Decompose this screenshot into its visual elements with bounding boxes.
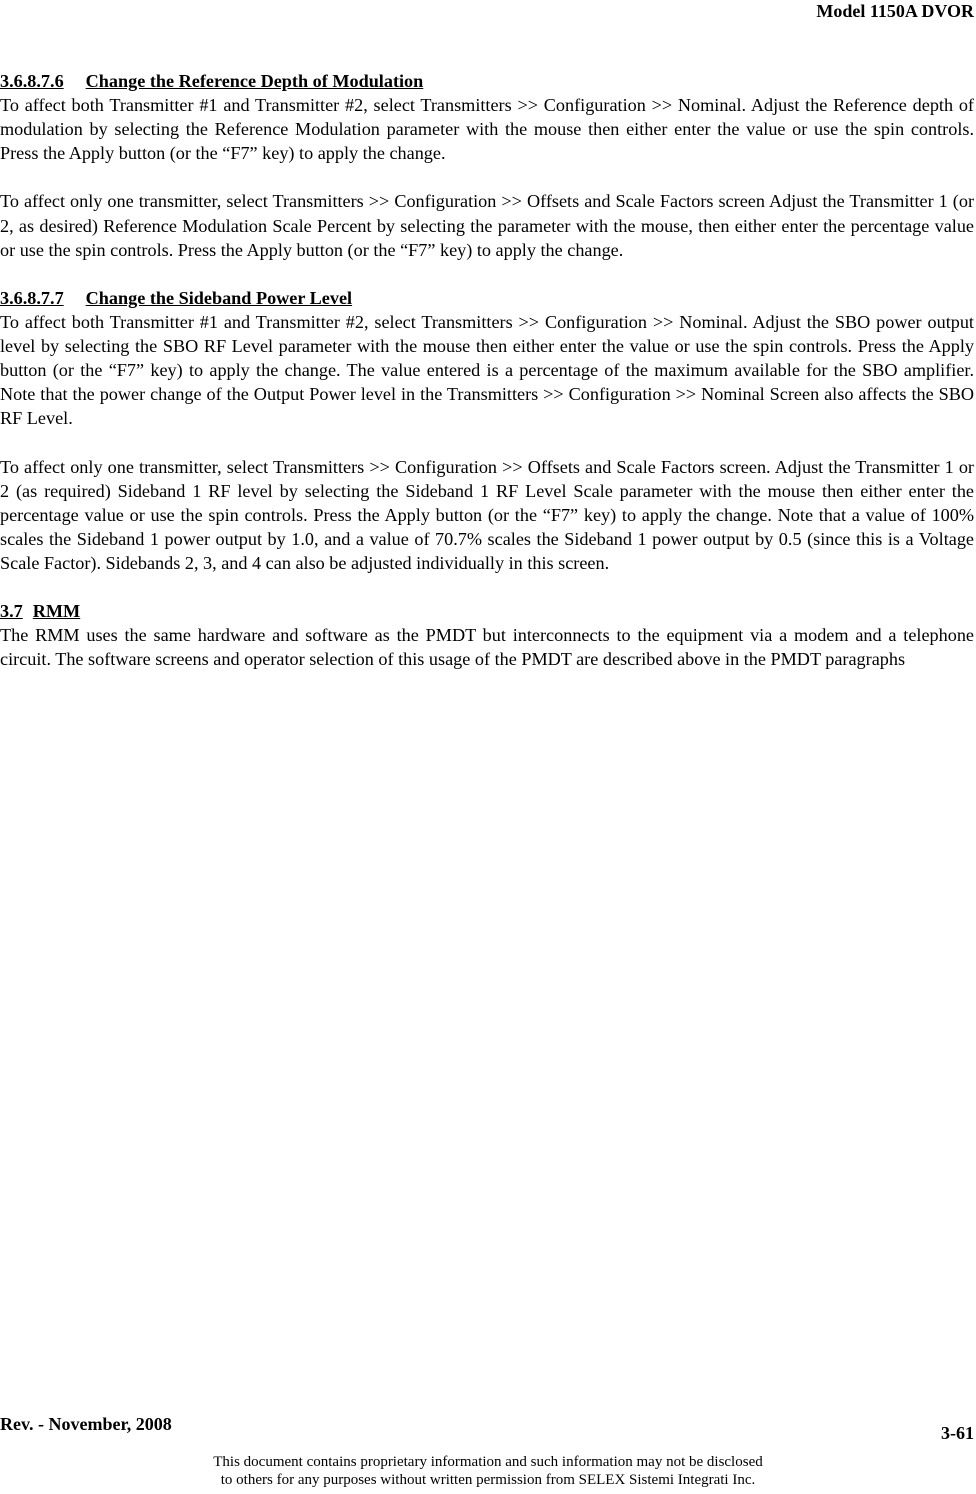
- section-number: 3.6.8.7.7: [0, 287, 64, 308]
- section-heading-sideband-power: [0, 286, 974, 310]
- notice-line: This document contains proprietary information and such information may not be disclosed: [213, 1454, 763, 1470]
- section-title: Change the Sideband Power Level: [85, 287, 353, 308]
- page-number: 3-61: [941, 1423, 974, 1443]
- section-number: 3.7: [0, 601, 23, 622]
- proprietary-notice: [0, 1453, 976, 1489]
- paragraph: To affect only one transmitter, select Transmitters >> Configuration >> Offsets and Scale Factors screen Adjust the Transmitter 1 (or 2, as desired) Reference Modulation Scale Percent by selecting the parameter with the mouse, then either enter the percentage value or use the spin controls. Press the Apply button (or the “F7” key) to apply the change.: [0, 191, 974, 260]
- document-body: [0, 69, 974, 671]
- section-title: RMM: [32, 601, 81, 622]
- paragraph: To affect both Transmitter #1 and Transmitter #2, select Transmitters >> Configuration >> Nominal. Adjust the Reference depth of modulation by selecting the Reference Modulation parameter with the mouse then either enter the value or use the spin controls. Press the Apply button (or the “F7” key) to apply the change.: [0, 95, 974, 164]
- paragraph: The RMM uses the same hardware and software as the PMDT but interconnects to the equipment via a modem and a telephone circuit. The software screens and operator selection of this usage of the PMDT are described above in the PMDT paragraphs: [0, 625, 974, 670]
- section-title: Change the Reference Depth of Modulation: [85, 71, 424, 91]
- paragraph: To affect only one transmitter, select Transmitters >> Configuration >> Offsets and Scale Factors screen. Adjust the Transmitter 1 or 2 (as required) Sideband 1 RF level by selecting the Sideband 1 RF Level Scale parameter with the mouse then either enter the percentage value or use the spin controls. Press the Apply button (or the “F7” key) to apply the change. Note that a value of 100% scales the Sideband 1 power output by 1.0, and a value of 70.7% scales the Sideband 1 power output by 0.5 (since this is a Voltage Scale Factor). Sidebands 2, 3, and 4 can also be adjusted individually in this screen.: [0, 456, 974, 573]
- paragraph: To affect both Transmitter #1 and Transmitter #2, select Transmitters >> Configuration >> Nominal. Adjust the SBO power output level by selecting the SBO RF Level parameter with the mouse then either enter the value or use the spin controls. Press the Apply button (or the “F7” key) to apply the change. The value entered is a percentage of the maximum available for the SBO amplifier. Note that the power change of the Output Power level in the Transmitters >> Configuration >> Nominal Screen also affects the SBO RF Level.: [0, 311, 974, 429]
- section-heading-rmm: [0, 599, 974, 623]
- document-model-header: Model 1150A DVOR: [816, 1, 974, 21]
- revision-date: Rev. - November, 2008: [0, 1414, 172, 1434]
- section-heading-reference-depth: [0, 69, 974, 93]
- notice-line: to others for any purposes without written permission from SELEX Sistemi Integrati Inc.: [220, 1472, 756, 1488]
- section-number: 3.6.8.7.6: [0, 71, 64, 91]
